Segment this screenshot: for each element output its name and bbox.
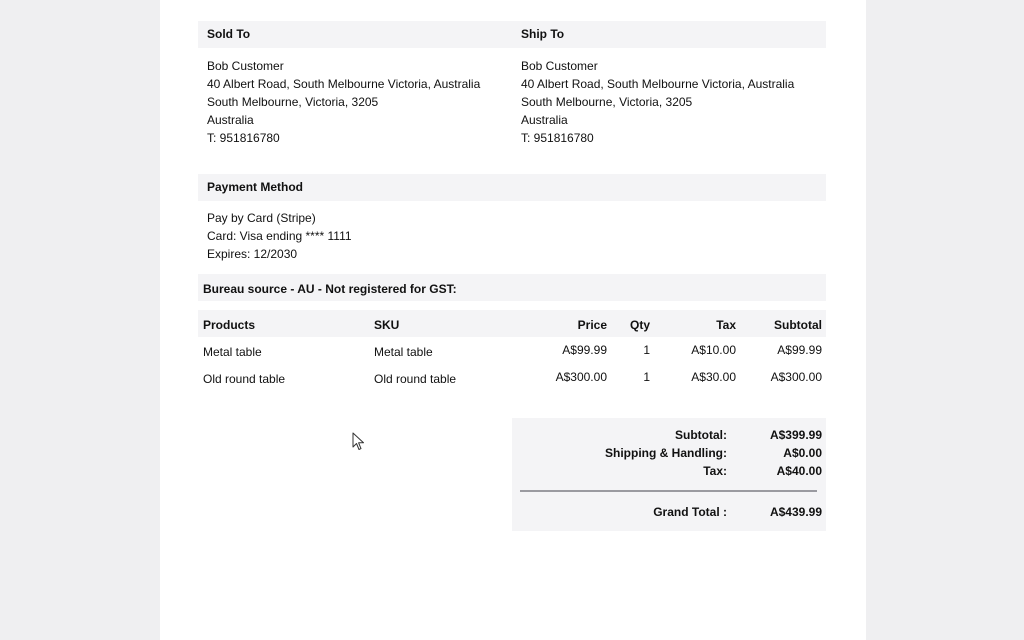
row-product: Metal table (203, 345, 262, 359)
row-qty: 1 (643, 343, 650, 357)
row-tax: A$10.00 (691, 343, 736, 357)
sold-to-title: Sold To (207, 27, 251, 41)
sold-to-line: 40 Albert Road, South Melbourne Victoria, Australia (207, 77, 481, 91)
mouse-pointer-icon (352, 432, 366, 452)
tax-value: A$40.00 (776, 464, 822, 478)
row-subtotal: A$99.99 (777, 343, 822, 357)
row-sku: Metal table (374, 345, 433, 359)
totals-box (512, 418, 826, 531)
sold-to-line: South Melbourne, Victoria, 3205 (207, 95, 379, 109)
ship-to-line: Bob Customer (521, 59, 598, 73)
tax-label: Tax: (703, 464, 727, 478)
row-price: A$300.00 (555, 370, 607, 384)
shipping-label: Shipping & Handling: (605, 446, 727, 460)
row-tax: A$30.00 (691, 370, 736, 384)
sold-to-line: Australia (207, 113, 254, 127)
grand-total-value: A$439.99 (769, 505, 822, 519)
ship-to-line: T: 951816780 (521, 131, 594, 145)
subtotal-value: A$399.99 (769, 428, 822, 442)
ship-to-line: South Melbourne, Victoria, 3205 (521, 95, 693, 109)
col-sku-header: SKU (374, 318, 400, 332)
col-subtotal-header: Subtotal (774, 318, 822, 332)
row-qty: 1 (643, 370, 650, 384)
sold-to-line: Bob Customer (207, 59, 284, 73)
sold-to-address (207, 57, 480, 147)
ship-to-line: Australia (521, 113, 568, 127)
payment-line: Expires: 12/2030 (207, 247, 298, 261)
col-tax-header: Tax (716, 318, 736, 332)
row-subtotal: A$300.00 (770, 370, 822, 384)
row-product: Old round table (203, 372, 286, 386)
sold-to-line: T: 951816780 (207, 131, 280, 145)
payment-method-title: Payment Method (207, 180, 304, 194)
address-header-band (198, 21, 826, 48)
payment-line: Card: Visa ending **** 1111 (207, 229, 352, 243)
ship-to-line: 40 Albert Road, South Melbourne Victoria, Australia (521, 77, 795, 91)
col-qty-header: Qty (629, 318, 650, 332)
subtotal-label: Subtotal: (675, 428, 727, 442)
payment-details (207, 209, 352, 263)
col-products-header: Products (203, 318, 256, 332)
bureau-source-label: Bureau source - AU - Not registered for GST: (203, 282, 457, 296)
ship-to-title: Ship To (521, 27, 565, 41)
col-price-header: Price (577, 318, 607, 332)
row-price: A$99.99 (562, 343, 607, 357)
grand-total-label: Grand Total : (653, 505, 727, 519)
invoice-page (160, 0, 866, 640)
ship-to-address (521, 57, 794, 147)
totals-divider (520, 490, 817, 492)
payment-line: Pay by Card (Stripe) (207, 211, 316, 225)
shipping-value: A$0.00 (783, 446, 822, 460)
row-sku: Old round table (374, 372, 457, 386)
